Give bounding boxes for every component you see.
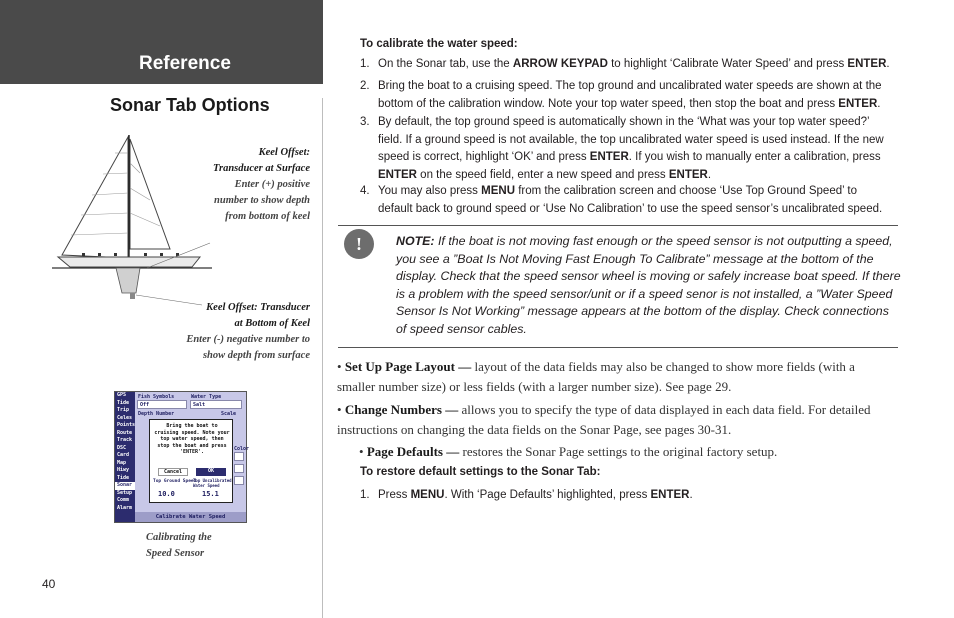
screen-sidebar-item: GPS [117,392,127,398]
field-value: Salt [193,402,206,408]
field-label: Color [234,446,250,452]
screen-sidebar-item: Map [117,459,127,466]
screen-main [135,392,250,522]
top-uncal-speed-value: 15.1 [202,490,219,498]
top-ground-speed-label: Top Ground Speed [153,479,197,484]
screen-sidebar-item: Setup [117,489,133,496]
step-text-part: . [886,58,890,70]
caption-keel-bottom [160,300,310,364]
screen-sidebar-item: Celes [117,414,133,421]
step-text-part: . [707,168,712,181]
page-number: 40 [42,577,56,591]
key-name: ENTER [650,489,690,501]
bullet-page-defaults: • Page Defaults — restores the Sonar Page settings to the original factory setup. [359,444,778,459]
screen-sidebar-item: Tide [117,399,130,406]
dialog-message: Bring the boat to cruising speed. Note your top water speed, then stop the boat and press 'ENTER'. [154,423,230,455]
step-text [378,183,890,218]
caption-heading: at Bottom of Keel [234,318,310,329]
step-text [378,56,890,74]
screen-sidebar-item: DSC [117,444,127,451]
step-text-part: Bring the boat to a cruising speed. The top ground and uncalibrated water speeds are shown at the bottom of the calibration window. Note your top water speed, then stop the boat and press [378,80,882,110]
screen-sidebar-item: Card [117,452,130,458]
step-text-part: . [877,97,881,110]
step-text-part: On the Sonar tab, use the [378,58,513,70]
step-text [378,78,890,113]
step-text-part: to highlight ‘Calibrate Water Speed’ and press [607,58,848,70]
key-name: MENU [481,185,516,197]
caption-heading: Keel Offset: Transducer [206,302,310,313]
ok-button[interactable]: OK [196,468,226,476]
note-top-rule [338,225,898,226]
key-name: ENTER [378,168,417,181]
bullet-lead: Set Up Page Layout — [344,359,472,374]
calibrate-heading: To calibrate the water speed: [360,38,518,50]
screen-sidebar-item: Comm [117,497,130,503]
note-bottom-rule [338,347,898,348]
caption-heading: Transducer at Surface [212,163,310,174]
step-number: 3. [360,116,370,128]
screen-sidebar [115,392,135,522]
page-title: Sonar Tab Options [110,95,270,115]
step-text-part: You may also press [378,185,482,197]
bullet-text: layout of the data fields may also be changed to show more fields (with a smaller number size) or less fields (with a larger number size). See page 29. [337,359,855,394]
field-label: Fish Symbols [138,394,175,400]
step-text-part: Press [378,489,411,501]
step-number: 2. [360,80,370,92]
key-name: ARROW KEYPAD [512,58,608,70]
bullet-text: restores the Sonar Page settings to the original factory setup. [459,444,778,459]
screen-sidebar-item: Trip [117,407,130,413]
key-name: ENTER [589,151,629,163]
caption-screen [146,530,266,562]
caption-body: number to show depth [214,195,310,206]
field-label: Water Type [191,394,222,400]
step-text-part: on the speed field, enter a new speed and press [416,168,669,181]
calibration-dialog [149,419,233,503]
bullet-text: allows you to specify the type of data displayed in each data field. For detailed instructions on changing the data fields on the Sonar Page, see pages 30-31. [337,402,871,437]
screen-sidebar-item: Tide [117,474,130,481]
field-label: Scale [221,411,237,417]
step-number: 4. [360,185,370,197]
screen-sidebar-item: Route [117,429,133,436]
key-name: ENTER [668,168,708,181]
key-name: ENTER [847,58,887,70]
screen-sidebar-item: Hiwy [117,467,130,473]
screen-bottom-bar: Calibrate Water Speed [135,512,246,522]
cancel-button[interactable]: Cancel [158,468,188,476]
caption-line: Speed Sensor [146,548,205,559]
bullet-setup-page-layout: • Set Up Page Layout — layout of the data fields may also be changed to show more fields (with a smaller number size) or less fields (with a larger number size). See page 29. [337,359,855,394]
step-text-part: . [689,489,693,501]
step-text [378,487,890,505]
screen-sidebar-item: Track [117,437,133,443]
note-text [396,233,901,339]
note-label: NOTE: [396,234,435,248]
top-uncal-speed-label: Top Uncalibrated Water Speed [193,478,232,488]
warning-exclamation-icon: ! [344,229,374,259]
field-box [234,476,244,485]
step-text-part: . If you wish to manually enter a calibration, press [628,151,881,163]
bullet-change-numbers: • Change Numbers — allows you to specify the type of data displayed in each data field. For detailed instructions on changing the data fields on the Sonar Page, see pages 30-31. [337,402,871,437]
column-divider [322,98,323,618]
key-name: ENTER [838,97,878,110]
caption-body: Enter (+) positive [234,179,310,190]
step-text-part: . With ‘Page Defaults’ highlighted, press [444,489,651,501]
step-text-part: from the calibration screen and choose ‘Use Top Ground Speed’ to default back to ground speed or ‘Use No Calibration’ to use the speed sensor’s uncalibrated speed. [378,185,883,215]
screen-sidebar-item: Sonar [115,482,135,490]
caption-body: from bottom of keel [225,211,310,222]
key-name: MENU [410,489,445,501]
field-value: Off [140,402,150,408]
restore-heading: To restore default settings to the Sonar Tab: [360,466,601,478]
field-label: Depth Number [138,411,175,417]
section-header: Reference [139,53,231,74]
step-number: 1. [360,489,370,501]
bullet-lead: Change Numbers — [344,402,459,417]
caption-body: show depth from surface [202,350,310,361]
caption-keel-surface [168,145,310,225]
field-box [234,452,244,461]
field-box [234,464,244,473]
note-body: If the boat is not moving fast enough or the speed sensor is not outputting a speed, you see a ”Boat Is Not Moving Fast Enough To Calibrate” message at the bottom of the display. Check that the speed sensor wheel is moving or safely increase boat speed. If there is a problem with the speed sensor/unit or if a speed senor is not installed, a ”Water Speed Sensor Is Not Working” message appears at the bottom of the display. Check connections of speed sensor cables. [396,234,901,336]
screen-sidebar-item: Points [117,422,136,428]
device-screen [114,391,250,523]
caption-heading: Keel Offset: [258,147,310,158]
step-number: 1. [360,58,370,70]
bullet-lead: Page Defaults — [366,444,460,459]
step-text [378,114,890,184]
caption-body: Enter (-) negative number to [186,334,310,345]
screen-sidebar-item: Alarm [117,504,133,511]
top-ground-speed-value: 10.0 [158,490,175,498]
caption-line: Calibrating the [146,532,212,543]
step-text-part: By default, the top ground speed is automatically shown in the ‘What was your top water speed?’ field. If a ground speed is not available, the top uncalibrated water speed is used instead. If the new speed is correct, highlight ‘OK’ and press [378,116,884,163]
